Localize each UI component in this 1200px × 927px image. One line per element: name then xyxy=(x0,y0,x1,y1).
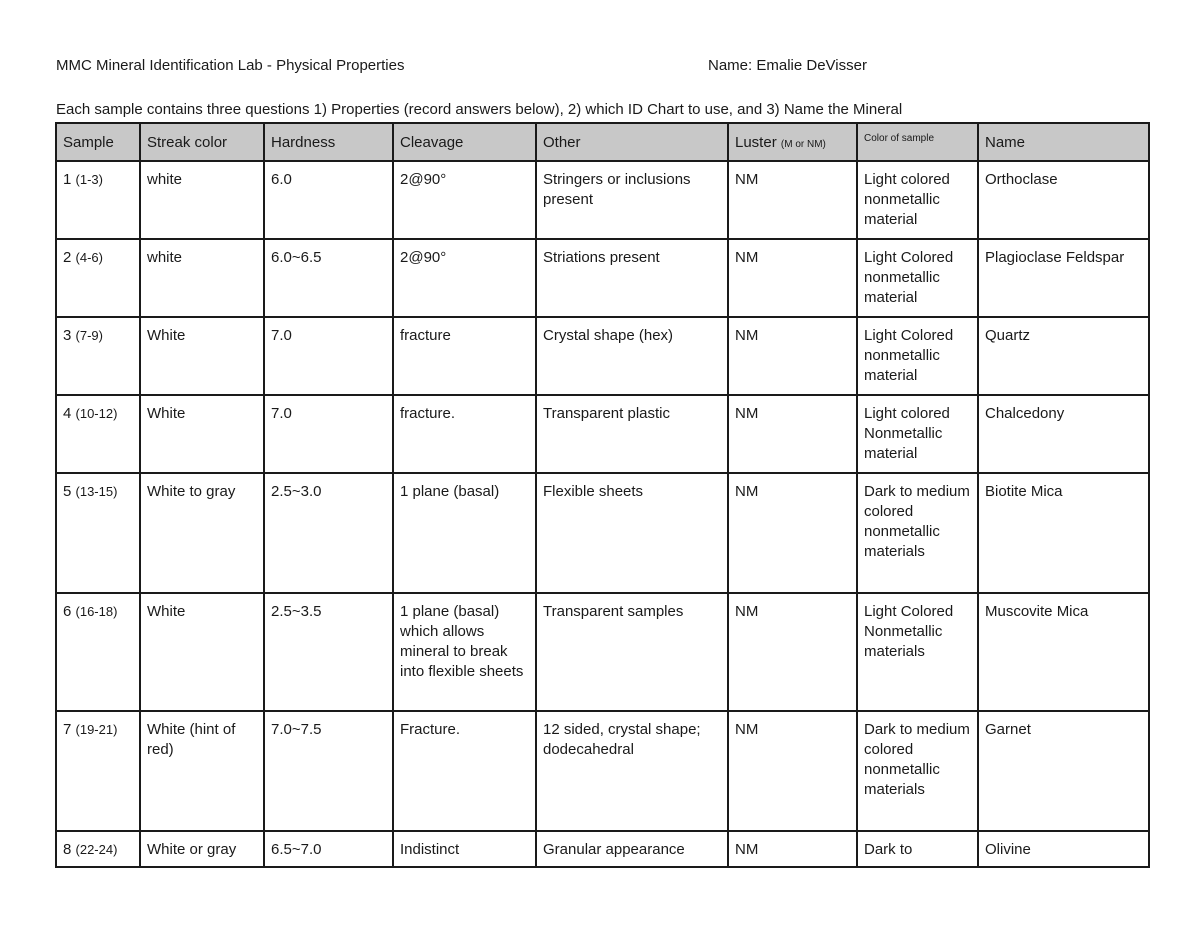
header-name: Name xyxy=(978,123,1149,161)
sample-number: 8 xyxy=(63,841,72,858)
cell-mineral-name: Chalcedony xyxy=(978,395,1149,473)
sample-range: (13-15) xyxy=(75,484,118,499)
cell-color-of-sample: Dark to medium colored nonmetallic materials xyxy=(857,473,978,593)
cell-mineral-name: Muscovite Mica xyxy=(978,593,1149,711)
mineral-properties-table xyxy=(55,122,1150,868)
sample-range: (7-9) xyxy=(75,328,103,343)
sample-range: (1-3) xyxy=(75,172,103,187)
cell-luster: NM xyxy=(728,831,857,867)
cell-color-of-sample: Light Colored Nonmetallic materials xyxy=(857,593,978,711)
cell-other: Granular appearance xyxy=(536,831,728,867)
sample-number: 4 xyxy=(63,405,72,422)
sample-range: (4-6) xyxy=(75,250,103,265)
table-row xyxy=(56,317,1149,395)
cell-sample xyxy=(56,161,140,239)
cell-luster: NM xyxy=(728,473,857,593)
cell-color-of-sample: Light colored Nonmetallic material xyxy=(857,395,978,473)
document-title: MMC Mineral Identification Lab - Physical Properties xyxy=(56,57,405,74)
cell-luster: NM xyxy=(728,317,857,395)
cell-mineral-name: Olivine xyxy=(978,831,1149,867)
table-row xyxy=(56,161,1149,239)
cell-hardness: 2.5~3.0 xyxy=(264,473,393,593)
cell-luster: NM xyxy=(728,161,857,239)
cell-cleavage: 2@90° xyxy=(393,161,536,239)
cell-cleavage: fracture xyxy=(393,317,536,395)
table-row xyxy=(56,831,1149,867)
cell-mineral-name: Garnet xyxy=(978,711,1149,831)
cell-streak-color: White xyxy=(140,317,264,395)
header-other: Other xyxy=(536,123,728,161)
table-row xyxy=(56,395,1149,473)
cell-mineral-name: Biotite Mica xyxy=(978,473,1149,593)
cell-streak-color: white xyxy=(140,239,264,317)
header-color-of-sample: Color of sample xyxy=(857,123,978,161)
student-name: Name: Emalie DeVisser xyxy=(708,57,867,74)
table-row xyxy=(56,473,1149,593)
header-streak-color: Streak color xyxy=(140,123,264,161)
table-row xyxy=(56,239,1149,317)
cell-luster: NM xyxy=(728,395,857,473)
cell-luster: NM xyxy=(728,239,857,317)
sample-number: 5 xyxy=(63,483,72,500)
cell-sample xyxy=(56,395,140,473)
header-luster-label: Luster xyxy=(735,134,777,151)
cell-hardness: 7.0 xyxy=(264,317,393,395)
cell-streak-color: White to gray xyxy=(140,473,264,593)
cell-color-of-sample: Light colored nonmetallic material xyxy=(857,161,978,239)
cell-luster: NM xyxy=(728,711,857,831)
table-header-row xyxy=(56,123,1149,161)
sample-range: (16-18) xyxy=(75,604,118,619)
cell-cleavage: 2@90° xyxy=(393,239,536,317)
cell-cleavage: 1 plane (basal) xyxy=(393,473,536,593)
cell-other: Crystal shape (hex) xyxy=(536,317,728,395)
cell-mineral-name: Plagioclase Feldspar xyxy=(978,239,1149,317)
cell-mineral-name: Orthoclase xyxy=(978,161,1149,239)
table-row xyxy=(56,593,1149,711)
cell-color-of-sample: Dark to xyxy=(857,831,978,867)
cell-hardness: 2.5~3.5 xyxy=(264,593,393,711)
sample-number: 3 xyxy=(63,327,72,344)
cell-cleavage: 1 plane (basal) which allows mineral to break into flexible sheets xyxy=(393,593,536,711)
cell-hardness: 7.0~7.5 xyxy=(264,711,393,831)
cell-hardness: 7.0 xyxy=(264,395,393,473)
cell-mineral-name: Quartz xyxy=(978,317,1149,395)
cell-sample xyxy=(56,711,140,831)
cell-sample xyxy=(56,593,140,711)
cell-color-of-sample: Light Colored nonmetallic material xyxy=(857,239,978,317)
cell-sample xyxy=(56,239,140,317)
cell-other: Transparent plastic xyxy=(536,395,728,473)
cell-luster: NM xyxy=(728,593,857,711)
cell-other: Transparent samples xyxy=(536,593,728,711)
cell-hardness: 6.0~6.5 xyxy=(264,239,393,317)
cell-hardness: 6.5~7.0 xyxy=(264,831,393,867)
cell-streak-color: White xyxy=(140,593,264,711)
cell-sample xyxy=(56,473,140,593)
sample-range: (22-24) xyxy=(75,842,118,857)
sample-number: 2 xyxy=(63,249,72,266)
cell-streak-color: white xyxy=(140,161,264,239)
header-hardness: Hardness xyxy=(264,123,393,161)
cell-hardness: 6.0 xyxy=(264,161,393,239)
header-sample: Sample xyxy=(56,123,140,161)
cell-color-of-sample: Light Colored nonmetallic material xyxy=(857,317,978,395)
table-row xyxy=(56,711,1149,831)
cell-color-of-sample: Dark to medium colored nonmetallic materials xyxy=(857,711,978,831)
cell-other: 12 sided, crystal shape; dodecahedral xyxy=(536,711,728,831)
cell-cleavage: Indistinct xyxy=(393,831,536,867)
instructions-text: Each sample contains three questions 1) Properties (record answers below), 2) which ID Chart to use, and 3) Name the Mineral xyxy=(56,101,903,118)
cell-other: Striations present xyxy=(536,239,728,317)
cell-cleavage: Fracture. xyxy=(393,711,536,831)
cell-sample xyxy=(56,831,140,867)
cell-streak-color: White xyxy=(140,395,264,473)
cell-streak-color: White or gray xyxy=(140,831,264,867)
header-luster xyxy=(728,123,857,161)
cell-cleavage: fracture. xyxy=(393,395,536,473)
cell-other: Flexible sheets xyxy=(536,473,728,593)
sample-number: 6 xyxy=(63,603,72,620)
cell-sample xyxy=(56,317,140,395)
sample-number: 1 xyxy=(63,171,72,188)
header-cleavage: Cleavage xyxy=(393,123,536,161)
sample-range: (19-21) xyxy=(75,722,118,737)
header-luster-note: (M or NM) xyxy=(780,139,826,150)
sample-range: (10-12) xyxy=(75,406,118,421)
cell-other: Stringers or inclusions present xyxy=(536,161,728,239)
sample-number: 7 xyxy=(63,721,72,738)
cell-streak-color: White (hint of red) xyxy=(140,711,264,831)
